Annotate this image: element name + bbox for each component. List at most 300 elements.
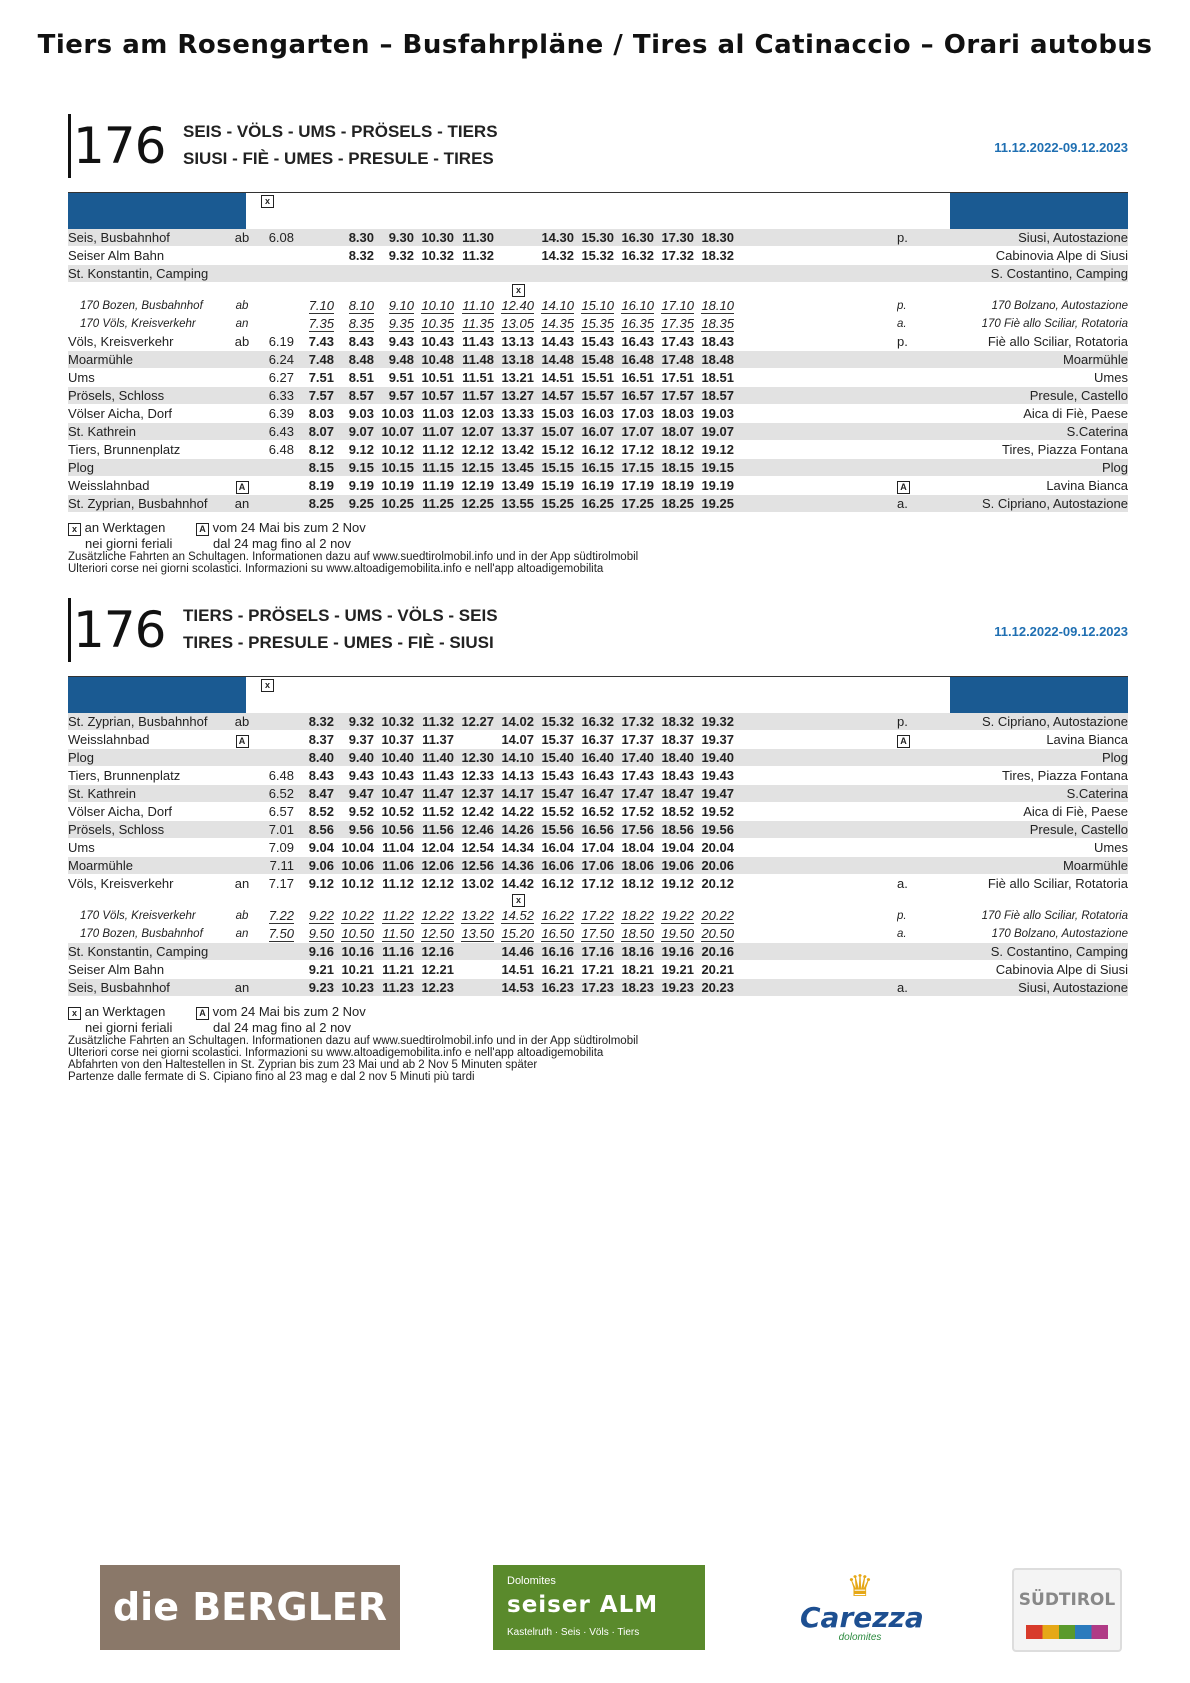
- arr-dep-marker-it: [897, 943, 921, 961]
- departure-time-text: 7.50: [268, 926, 294, 941]
- departure-time: 15.37: [534, 731, 574, 749]
- departure-time: 13.37: [494, 423, 534, 441]
- departure-time: 19.25: [694, 495, 734, 513]
- departure-time: [254, 265, 294, 283]
- arr-dep-marker: [230, 265, 254, 283]
- departure-time-text: 15.35: [581, 316, 614, 331]
- spacer-cell: [734, 459, 897, 477]
- departure-time: 17.15: [614, 459, 654, 477]
- spacer-cell: [734, 875, 897, 893]
- connection-rows: [68, 297, 1128, 333]
- departure-time: 9.07: [334, 423, 374, 441]
- departure-time: [494, 265, 534, 283]
- departure-time: 18.47: [654, 785, 694, 803]
- departure-time: 17.51: [654, 369, 694, 387]
- stop-name-it: S. Costantino, Camping: [921, 265, 1128, 283]
- timetable-main: [68, 333, 1128, 513]
- stop-name-it: Plog: [921, 749, 1128, 767]
- departure-time: 15.52: [534, 803, 574, 821]
- departure-time: 12.27: [454, 713, 494, 731]
- spacer-cell: [734, 369, 897, 387]
- departure-time-text: 18.22: [621, 908, 654, 923]
- stop-name-it: Moarmühle: [921, 857, 1128, 875]
- suedtirol-logo-stripes: [1026, 1625, 1108, 1639]
- departure-time-text: 13.50: [461, 926, 494, 941]
- departure-time-text: 18.35: [701, 316, 734, 331]
- stop-name: Plog: [68, 749, 230, 767]
- departure-time: 6.39: [254, 405, 294, 423]
- departure-time: 9.23: [294, 979, 334, 997]
- departure-time: 11.03: [414, 405, 454, 423]
- departure-time: 9.40: [334, 749, 374, 767]
- departure-time: 16.19: [574, 477, 614, 495]
- departure-time-text: 9.35: [388, 316, 414, 331]
- departure-time: 10.07: [374, 423, 414, 441]
- timetable-row: [68, 731, 1128, 749]
- a-marker-icon: A: [196, 523, 209, 536]
- arr-dep-marker-it: a.: [897, 495, 921, 513]
- departure-time: 19.06: [654, 857, 694, 875]
- departure-time: 18.48: [694, 351, 734, 369]
- stop-name-it: Cabinovia Alpe di Siusi: [921, 247, 1128, 265]
- departure-time: [334, 265, 374, 283]
- stop-name-it: 170 Fiè allo Sciliar, Rotatoria: [921, 315, 1128, 333]
- stop-name: Prösels, Schloss: [68, 387, 230, 405]
- departure-time: [334, 907, 374, 925]
- validity-period: 11.12.2022-09.12.2023: [994, 140, 1128, 155]
- departure-time: 18.51: [694, 369, 734, 387]
- stop-name-it: Umes: [921, 369, 1128, 387]
- departure-time: [614, 907, 654, 925]
- departure-time: [454, 265, 494, 283]
- departure-time: 9.37: [334, 731, 374, 749]
- departure-time: [294, 925, 334, 943]
- legend-note: Abfahrten von den Haltestellen in St. Zyprian bis zum 23 Mai und ab 2 Nov 5 Minuten später: [68, 1059, 538, 1071]
- departure-time: [654, 265, 694, 283]
- departure-time: 18.12: [654, 441, 694, 459]
- line-number: 176: [68, 598, 165, 662]
- departure-time: [494, 925, 534, 943]
- departure-time: 19.04: [654, 839, 694, 857]
- spacer-cell: [734, 351, 897, 369]
- stop-name: Seis, Busbahnhof: [68, 229, 230, 247]
- departure-time: 16.43: [574, 767, 614, 785]
- departure-time: [254, 961, 294, 979]
- departure-time: 15.43: [534, 767, 574, 785]
- departure-time: 9.43: [374, 333, 414, 351]
- arr-dep-marker-it: [897, 423, 921, 441]
- arr-dep-marker: an: [230, 495, 254, 513]
- departure-time-text: 17.22: [581, 908, 614, 923]
- departure-time-text: 16.22: [541, 908, 574, 923]
- departure-time: 18.43: [654, 767, 694, 785]
- spacer-cell: [734, 767, 897, 785]
- arr-dep-marker-it: p.: [897, 713, 921, 731]
- departure-time: [454, 943, 494, 961]
- legend-x-it: nei giorni feriali: [85, 536, 173, 551]
- departure-time: [254, 943, 294, 961]
- departure-time: 8.43: [294, 767, 334, 785]
- departure-time: 10.04: [334, 839, 374, 857]
- spacer-cell: [734, 857, 897, 875]
- arr-dep-marker-it: [897, 803, 921, 821]
- departure-time: 9.30: [374, 229, 414, 247]
- departure-time: 10.51: [414, 369, 454, 387]
- departure-time: 11.40: [414, 749, 454, 767]
- arr-dep-marker-it: [897, 731, 921, 749]
- departure-time-text: 8.10: [348, 298, 374, 313]
- stop-name: 170 Völs, Kreisverkehr: [68, 315, 230, 333]
- stop-name: St. Konstantin, Camping: [68, 943, 230, 961]
- spacer-cell: [734, 839, 897, 857]
- departure-time: [494, 907, 534, 925]
- spacer-cell: [734, 925, 897, 943]
- legend-row-it: [68, 1021, 1128, 1035]
- page-title: Tiers am Rosengarten – Busfahrpläne / Tires al Catinaccio – Orari autobus: [37, 30, 1153, 60]
- timetable-row: [68, 713, 1128, 731]
- legend: [68, 521, 1128, 575]
- timetable-row: [68, 749, 1128, 767]
- departure-time-text: 7.35: [308, 316, 334, 331]
- departure-time: 15.19: [534, 477, 574, 495]
- stop-name: Weisslahnbad: [68, 731, 230, 749]
- departure-time: 14.51: [494, 961, 534, 979]
- departure-time: 7.43: [294, 333, 334, 351]
- departure-time: 6.43: [254, 423, 294, 441]
- departure-time: 10.48: [414, 351, 454, 369]
- departure-time: 17.16: [574, 943, 614, 961]
- departure-time: 10.19: [374, 477, 414, 495]
- departure-time: 14.36: [494, 857, 534, 875]
- arr-dep-marker-it: [897, 839, 921, 857]
- departure-time: 19.43: [694, 767, 734, 785]
- arr-dep-marker-it: [897, 351, 921, 369]
- departure-time: 8.25: [294, 495, 334, 513]
- arr-dep-marker: an: [230, 875, 254, 893]
- departure-time: 16.23: [534, 979, 574, 997]
- departure-time: [334, 297, 374, 315]
- spacer-cell: [734, 803, 897, 821]
- timetable-top: [68, 229, 1128, 283]
- departure-time-text: 19.22: [661, 908, 694, 923]
- departure-time-text: 19.50: [661, 926, 694, 941]
- departure-time: 11.06: [374, 857, 414, 875]
- a-marker-icon: A: [236, 481, 249, 494]
- departure-time: 10.15: [374, 459, 414, 477]
- arr-dep-marker: [230, 961, 254, 979]
- departure-time: 18.19: [654, 477, 694, 495]
- departure-time: [694, 297, 734, 315]
- connection-rows: [68, 907, 1128, 943]
- arr-dep-marker: an: [230, 979, 254, 997]
- timetable-row: [68, 785, 1128, 803]
- departure-time: 14.46: [494, 943, 534, 961]
- departure-time: 8.03: [294, 405, 334, 423]
- departure-time: 16.16: [534, 943, 574, 961]
- departure-time: [294, 247, 334, 265]
- departure-time: 16.25: [574, 495, 614, 513]
- departure-time: 15.40: [534, 749, 574, 767]
- departure-time: [254, 477, 294, 495]
- seiser-alm-logo-top: Dolomites: [507, 1575, 556, 1587]
- departure-time: 14.34: [494, 839, 534, 857]
- departure-time: 11.57: [454, 387, 494, 405]
- departure-time: 14.07: [494, 731, 534, 749]
- departure-time: [454, 961, 494, 979]
- departure-time: 12.19: [454, 477, 494, 495]
- departure-time: 7.48: [294, 351, 334, 369]
- departure-time: 9.03: [334, 405, 374, 423]
- departure-time: 15.07: [534, 423, 574, 441]
- timetable-row: [68, 803, 1128, 821]
- departure-time: 14.10: [494, 749, 534, 767]
- arr-dep-marker-it: a.: [897, 875, 921, 893]
- departure-time: 8.56: [294, 821, 334, 839]
- departure-time: 12.06: [414, 857, 454, 875]
- departure-time-text: 8.35: [348, 316, 374, 331]
- stop-name-it: 170 Bolzano, Autostazione: [921, 297, 1128, 315]
- departure-time: 19.21: [654, 961, 694, 979]
- timetable-row: [68, 315, 1128, 333]
- departure-time-text: 15.10: [581, 298, 614, 313]
- legend-a: [196, 521, 366, 536]
- departure-time: 18.12: [614, 875, 654, 893]
- departure-time: [254, 979, 294, 997]
- departure-time: 8.43: [334, 333, 374, 351]
- departure-time: 10.16: [334, 943, 374, 961]
- departure-time-text: 7.10: [308, 298, 334, 313]
- timetable-row: [68, 351, 1128, 369]
- departure-time: 8.12: [294, 441, 334, 459]
- stop-name-it: Moarmühle: [921, 351, 1128, 369]
- timetable-row: [68, 477, 1128, 495]
- departure-time: 13.33: [494, 405, 534, 423]
- departure-time: 9.52: [334, 803, 374, 821]
- stop-name-it: Tires, Piazza Fontana: [921, 767, 1128, 785]
- departure-time-text: 15.20: [501, 926, 534, 941]
- legend-a-it: dal 24 mag fino al 2 nov: [213, 1020, 352, 1035]
- departure-time-text: 18.10: [701, 298, 734, 313]
- spacer-cell: [734, 441, 897, 459]
- departure-time: 9.21: [294, 961, 334, 979]
- arr-dep-marker: [230, 351, 254, 369]
- spacer-cell: [734, 713, 897, 731]
- arr-dep-marker-it: [897, 441, 921, 459]
- departure-time: 8.15: [294, 459, 334, 477]
- departure-time-text: 11.35: [462, 316, 494, 331]
- departure-time: 16.15: [574, 459, 614, 477]
- departure-time: [694, 315, 734, 333]
- workday-marker-row: [68, 283, 1128, 297]
- departure-time: 18.43: [694, 333, 734, 351]
- departure-time: 9.32: [334, 713, 374, 731]
- departure-time: 17.43: [654, 333, 694, 351]
- departure-time: 19.19: [694, 477, 734, 495]
- departure-time-text: 17.35: [661, 316, 694, 331]
- arr-dep-marker-it: [897, 961, 921, 979]
- timetable-row: [68, 333, 1128, 351]
- departure-time: 18.23: [614, 979, 654, 997]
- departure-time: 14.30: [534, 229, 574, 247]
- departure-time: 17.37: [614, 731, 654, 749]
- departure-time: 15.03: [534, 405, 574, 423]
- stop-name-it: S. Cipriano, Autostazione: [921, 495, 1128, 513]
- departure-time: 18.30: [694, 229, 734, 247]
- legend-row: [68, 1005, 1128, 1021]
- departure-time: 10.06: [334, 857, 374, 875]
- departure-time: 13.18: [494, 351, 534, 369]
- departure-time: [534, 925, 574, 943]
- departure-time: 8.19: [294, 477, 334, 495]
- departure-time: [254, 495, 294, 513]
- departure-time-text: 16.35: [621, 316, 654, 331]
- header-band-left: [68, 193, 246, 229]
- departure-time: 8.07: [294, 423, 334, 441]
- arr-dep-marker-it: [897, 821, 921, 839]
- legend-note: Zusätzliche Fahrten an Schultagen. Informationen dazu auf www.suedtirolmobil.info und in der App südtirolmobil: [68, 1035, 639, 1047]
- departure-time: 7.09: [254, 839, 294, 857]
- departure-time: 20.23: [694, 979, 734, 997]
- arr-dep-marker-it: [897, 767, 921, 785]
- departure-time: 16.52: [574, 803, 614, 821]
- stop-name: Weisslahnbad: [68, 477, 230, 495]
- departure-time: 10.21: [334, 961, 374, 979]
- timetable-section-outbound: [68, 117, 1128, 575]
- departure-time: 14.57: [534, 387, 574, 405]
- timetable-main: [68, 713, 1128, 893]
- departure-time-text: 10.50: [341, 926, 374, 941]
- carezza-logo: [800, 1570, 924, 1650]
- departure-time-text: 10.10: [421, 298, 454, 313]
- legend-row: [68, 521, 1128, 537]
- departure-time: 9.15: [334, 459, 374, 477]
- departure-time: 20.12: [694, 875, 734, 893]
- departure-time: 12.07: [454, 423, 494, 441]
- departure-time: 16.37: [574, 731, 614, 749]
- departure-time: 18.15: [654, 459, 694, 477]
- departure-time: 19.56: [694, 821, 734, 839]
- stop-name: 170 Völs, Kreisverkehr: [68, 907, 230, 925]
- departure-time: [614, 297, 654, 315]
- departure-time: 19.12: [654, 875, 694, 893]
- departure-time: 17.48: [654, 351, 694, 369]
- departure-time: [654, 315, 694, 333]
- spacer-cell: [734, 265, 897, 283]
- departure-time: 15.32: [534, 713, 574, 731]
- departure-time: [694, 925, 734, 943]
- departure-time: [254, 297, 294, 315]
- stop-name-it: Cabinovia Alpe di Siusi: [921, 961, 1128, 979]
- departure-time: 11.19: [414, 477, 454, 495]
- stop-name: Moarmühle: [68, 857, 230, 875]
- departure-time: 12.23: [414, 979, 454, 997]
- timetable-header: [68, 601, 1128, 668]
- stop-name: St. Zyprian, Busbahnhof: [68, 495, 230, 513]
- timetable-row: [68, 405, 1128, 423]
- header-band-right: [950, 193, 1128, 229]
- stop-name-it: 170 Fiè allo Sciliar, Rotatoria: [921, 907, 1128, 925]
- departure-time-text: 14.35: [541, 316, 574, 331]
- departure-time: 7.51: [294, 369, 334, 387]
- departure-time: 10.52: [374, 803, 414, 821]
- workday-marker-row: [68, 893, 1128, 907]
- departure-time-text: 17.10: [661, 298, 694, 313]
- timetable-row: [68, 979, 1128, 997]
- departure-time: 11.07: [414, 423, 454, 441]
- departure-time: 19.32: [694, 713, 734, 731]
- arr-dep-marker: [230, 405, 254, 423]
- departure-time: 8.51: [334, 369, 374, 387]
- arr-dep-marker: [230, 785, 254, 803]
- suedtirol-logo: [1012, 1568, 1122, 1652]
- arr-dep-marker-it: [897, 387, 921, 405]
- departure-time: 13.49: [494, 477, 534, 495]
- departure-time: 10.32: [414, 247, 454, 265]
- departure-time: 11.23: [374, 979, 414, 997]
- legend-x-de: an Werktagen: [81, 520, 166, 535]
- legend-x-de: an Werktagen: [81, 1004, 166, 1019]
- departure-time: 11.47: [414, 785, 454, 803]
- timetable-row: [68, 495, 1128, 513]
- departure-time: 17.43: [614, 767, 654, 785]
- arr-dep-marker: ab: [230, 907, 254, 925]
- departure-time: 8.32: [334, 247, 374, 265]
- route-title-it: TIRES - PRESULE - UMES - FIÈ - SIUSI: [183, 633, 494, 652]
- stop-name: 170 Bozen, Busbahnhof: [68, 297, 230, 315]
- departure-time: 17.12: [614, 441, 654, 459]
- departure-time: 14.13: [494, 767, 534, 785]
- departure-time: 10.37: [374, 731, 414, 749]
- arr-dep-marker: [230, 423, 254, 441]
- arr-dep-marker-it: p.: [897, 297, 921, 315]
- x-marker-icon: x: [512, 894, 525, 907]
- departure-time: 18.21: [614, 961, 654, 979]
- departure-time: [614, 925, 654, 943]
- departure-time: 11.21: [374, 961, 414, 979]
- departure-time: 16.30: [614, 229, 654, 247]
- departure-time: [534, 297, 574, 315]
- departure-time: 11.15: [414, 459, 454, 477]
- departure-time: [574, 907, 614, 925]
- departure-time: [254, 315, 294, 333]
- departure-time: 18.37: [654, 731, 694, 749]
- departure-time: 15.15: [534, 459, 574, 477]
- spacer-cell: [734, 229, 897, 247]
- departure-time: 15.32: [574, 247, 614, 265]
- departure-time: 17.57: [654, 387, 694, 405]
- spacer-cell: [734, 477, 897, 495]
- departure-time: 18.07: [654, 423, 694, 441]
- departure-time: [334, 925, 374, 943]
- arr-dep-marker: [230, 839, 254, 857]
- a-marker-icon: A: [897, 481, 910, 494]
- stop-name-it: 170 Bolzano, Autostazione: [921, 925, 1128, 943]
- departure-time: 11.12: [414, 441, 454, 459]
- stop-name: Plog: [68, 459, 230, 477]
- departure-time: 19.23: [654, 979, 694, 997]
- departure-time: [254, 731, 294, 749]
- legend-x: [68, 1005, 165, 1020]
- departure-time: 13.13: [494, 333, 534, 351]
- route-title-de: TIERS - PRÖSELS - UMS - VÖLS - SEIS: [183, 606, 498, 625]
- arr-dep-marker: [230, 749, 254, 767]
- departure-time-text: 9.22: [308, 908, 334, 923]
- departure-time: 11.52: [414, 803, 454, 821]
- spacer-cell: [734, 247, 897, 265]
- departure-time: 15.25: [534, 495, 574, 513]
- stop-name-it: S. Costantino, Camping: [921, 943, 1128, 961]
- timetable-header: [68, 117, 1128, 184]
